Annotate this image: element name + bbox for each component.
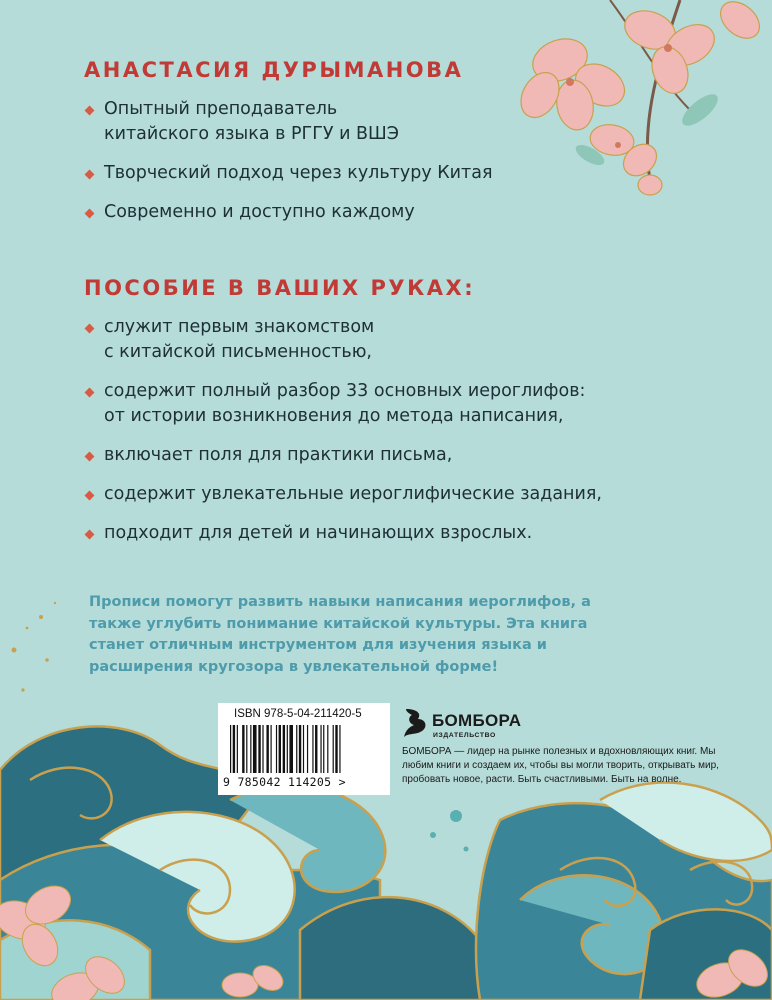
list-item: содержит увлекательные иероглифические задания, [84, 482, 602, 507]
author-points [84, 97, 493, 225]
diamond-bullet-icon [85, 530, 95, 540]
diamond-bullet-icon [85, 324, 95, 334]
bombora-logo-icon [402, 707, 430, 739]
isbn-digits: 9 785042 114205 > [223, 775, 346, 789]
list-item: включает поля для практики письма, [84, 443, 602, 468]
book-description: Прописи помогут развить навыки написания иероглифов, а также углубить понимание китайской культуры. Эта книга станет отличным инструментом для изучения языка и расширения кругозора в увлекательной форме! [89, 594, 591, 675]
list-item: Опытный преподаватель китайского языка в РГГУ и ВШЭ [84, 97, 493, 147]
list-item: содержит полный разбор 33 основных иероглифов: от истории возникновения до метода написания, [84, 379, 602, 429]
list-item: Современно и доступно каждому [84, 200, 493, 225]
diamond-bullet-icon [85, 209, 95, 219]
isbn-label: ISBN 978-5-04-211420-5 [234, 708, 362, 720]
gold-speckles [12, 602, 57, 692]
teal-dots [430, 810, 469, 852]
list-item: Творческий подход через культуру Китая [84, 161, 493, 186]
book-heading: ПОСОБИЕ В ВАШИХ РУКАХ: [84, 276, 476, 300]
barcode-icon [230, 725, 380, 775]
diamond-bullet-icon [85, 388, 95, 398]
cherry-blossoms-top [513, 0, 766, 195]
publisher-description: БОМБОРА — лидер на рынке полезных и вдохновляющих книг. Мы любим книги и создаем их, чтобы вы могли творить, открывать мир, пробовать новое, расти. Быть счастливыми. Быть на волне. [402, 746, 719, 785]
author-name: АНАСТАСИЯ ДУРЫМАНОВА [84, 58, 464, 82]
publisher-name: БОМБОРА [432, 711, 522, 730]
diamond-bullet-icon [85, 106, 95, 116]
publisher-subtitle: ИЗДАТЕЛЬСТВО [433, 732, 496, 739]
list-item: подходит для детей и начинающих взрослых. [84, 521, 602, 546]
list-item: служит первым знакомством с китайской письменностью, [84, 315, 602, 365]
diamond-bullet-icon [85, 452, 95, 462]
diamond-bullet-icon [85, 170, 95, 180]
book-points [84, 315, 602, 546]
isbn-barcode-box [218, 703, 390, 795]
diamond-bullet-icon [85, 491, 95, 501]
